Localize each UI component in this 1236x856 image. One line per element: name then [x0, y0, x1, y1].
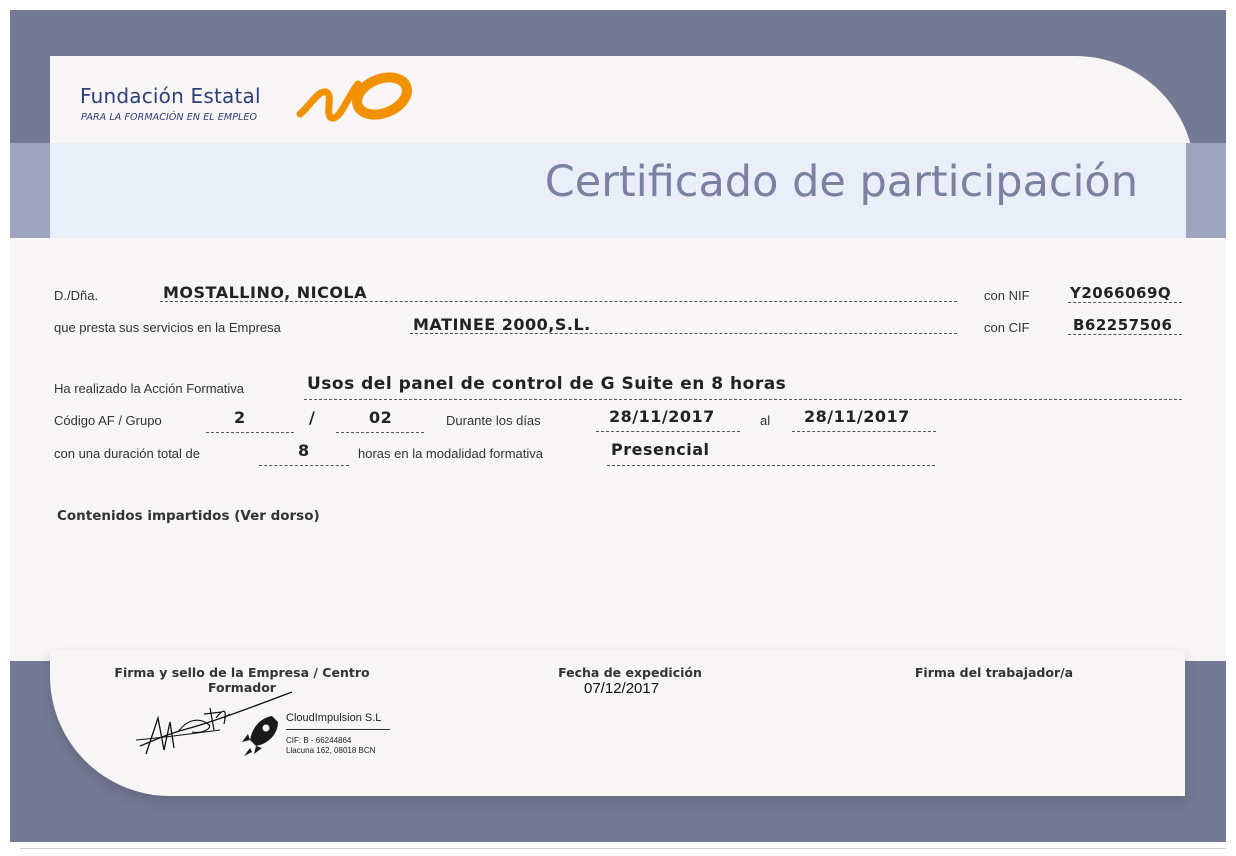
company-label: que presta sus servicios en la Empresa — [54, 320, 281, 335]
duration-line — [259, 465, 349, 466]
cif-line — [1068, 334, 1182, 335]
cif-label: con CIF — [984, 320, 1030, 335]
issue-date-label: Fecha de expedición — [558, 665, 702, 680]
action-code: 2 — [234, 408, 246, 427]
cif-value: B62257506 — [1073, 316, 1173, 334]
nif-label: con NIF — [984, 288, 1030, 303]
org-name: Fundación Estatal — [80, 84, 261, 108]
participant-name-line — [160, 301, 957, 302]
start-date: 28/11/2017 — [609, 407, 715, 426]
company-name-line — [410, 333, 957, 334]
action-code-line — [206, 432, 294, 433]
duration-hours: 8 — [298, 441, 310, 460]
days-label: Durante los días — [446, 413, 541, 428]
contents-label: Contenidos impartidos (Ver dorso) — [57, 508, 320, 524]
modality-line — [607, 465, 935, 466]
fundae-logo-icon — [296, 70, 416, 126]
stamp-cif: CIF: B - 66244864 — [286, 736, 352, 745]
action-name-line — [304, 399, 1182, 400]
org-subtitle: PARA LA FORMACIÓN EN EL EMPLEO — [81, 112, 258, 123]
nif-value: Y2066069Q — [1070, 284, 1172, 302]
modality-value: Presencial — [611, 440, 710, 459]
page-bottom-divider — [20, 848, 1226, 849]
rocket-icon — [238, 712, 282, 760]
end-date-line — [792, 431, 936, 432]
stamp-company-name: CloudImpulsion S.L — [286, 712, 382, 724]
start-date-line — [596, 431, 740, 432]
participant-name: MOSTALLINO, NICOLA — [163, 283, 367, 302]
company-signature-label: Firma y sello de la Empresa / Centro Formador — [114, 665, 370, 695]
nif-line — [1068, 302, 1182, 303]
end-date: 28/11/2017 — [804, 407, 910, 426]
al-label: al — [760, 413, 771, 428]
modality-label: horas en la modalidad formativa — [358, 446, 543, 461]
duration-label: con una duración total de — [54, 446, 200, 461]
stamp-address: Llacuna 162, 08018 BCN — [286, 746, 376, 755]
group-code: 02 — [369, 408, 393, 427]
code-slash: / — [309, 408, 316, 427]
participant-label: D./Dña. — [54, 288, 99, 303]
code-label: Código AF / Grupo — [54, 413, 162, 428]
worker-signature-label: Firma del trabajador/a — [914, 665, 1074, 680]
group-code-line — [336, 432, 424, 433]
certificate-title: Certificado de participación — [544, 157, 1138, 207]
issue-date-value: 07/12/2017 — [584, 680, 660, 697]
action-name: Usos del panel de control de G Suite en 8 horas — [307, 374, 787, 394]
action-label: Ha realizado la Acción Formativa — [54, 381, 245, 396]
company-name: MATINEE 2000,S.L. — [413, 315, 591, 334]
stamp-divider — [286, 729, 390, 730]
